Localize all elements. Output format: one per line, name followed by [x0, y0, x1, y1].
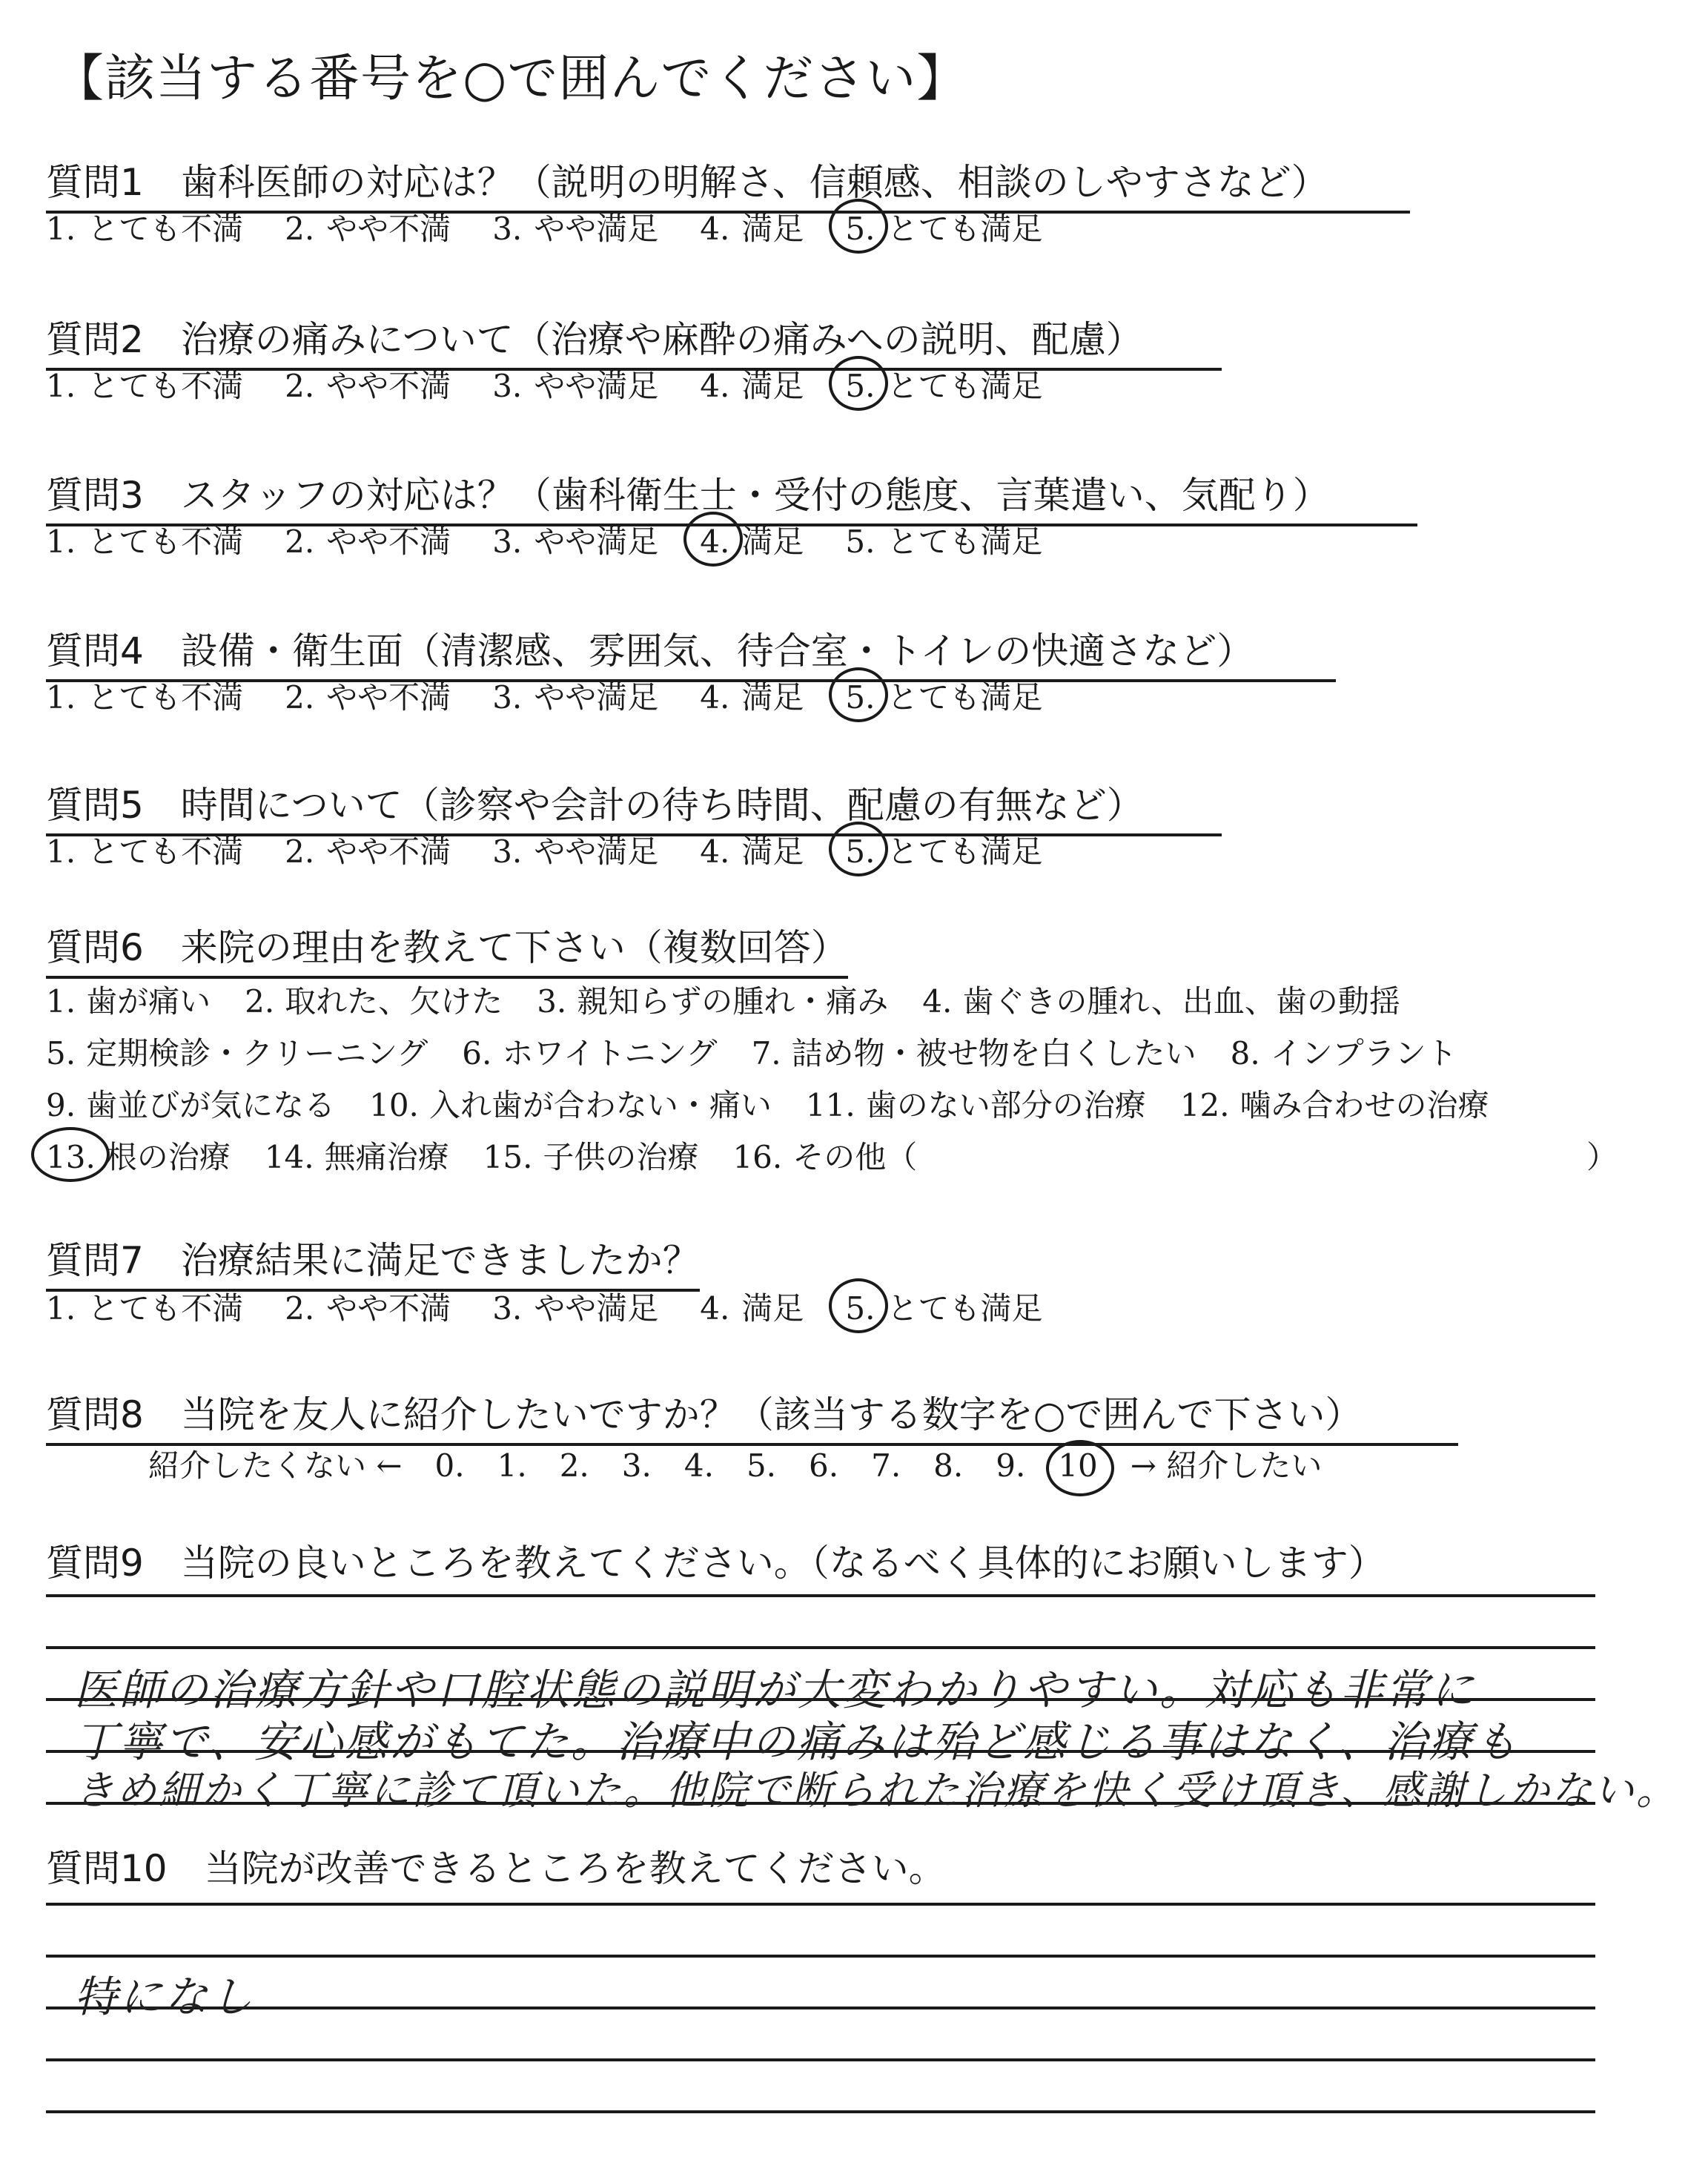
option-label: とても不満 [87, 368, 244, 404]
reason-row [46, 977, 1523, 1029]
reason-row [46, 1029, 1523, 1081]
scale-value[interactable]: 9. [996, 1447, 1026, 1484]
question-3-option-5[interactable] [845, 518, 1042, 562]
question-4-option-1[interactable] [46, 673, 243, 718]
option-number: 4. [700, 368, 730, 404]
reason-row [46, 1081, 1523, 1133]
option-label: やや不満 [326, 1290, 451, 1327]
reason-option[interactable] [369, 1081, 772, 1126]
question-7-options [46, 1284, 1084, 1329]
option-number: 1. [46, 833, 76, 870]
answer-line [46, 1903, 1595, 1906]
reason-label: 歯のない部分の治療 [865, 1087, 1146, 1123]
question-5-option-4[interactable] [700, 828, 804, 872]
question-8-scale [148, 1441, 1354, 1486]
reason-number: 12. [1179, 1087, 1230, 1123]
question-2-options [46, 362, 1084, 406]
question-4-options [46, 673, 1084, 718]
option-number: 2. [285, 1290, 315, 1327]
scale-value[interactable]: 0. [434, 1447, 465, 1484]
reason-label: 親知らずの腫れ・痛み [577, 983, 889, 1020]
question-4-title: 質問4 設備・衛生面（清潔感、雰囲気、待合室・トイレの快適さなど） [46, 621, 1336, 682]
answer-line [46, 2007, 1595, 2009]
reason-option[interactable] [922, 977, 1400, 1022]
reason-option[interactable] [537, 977, 888, 1022]
other-close-paren: ） [1586, 1139, 1618, 1175]
scale-value[interactable]: 3. [621, 1447, 652, 1484]
question-2-option-1[interactable] [46, 362, 243, 406]
option-number: 3. [492, 833, 523, 870]
option-label: とても満足 [887, 524, 1043, 560]
reason-row [46, 1133, 1523, 1185]
question-8-title: 質問8 当院を友人に紹介したいですか？（該当する数字を○で囲んで下さい） [46, 1385, 1458, 1446]
option-label: 満足 [741, 368, 804, 404]
reason-number: 5. [46, 1035, 76, 1071]
reason-option[interactable] [46, 1029, 428, 1074]
option-label: 満足 [741, 833, 804, 870]
reason-option[interactable] [265, 1133, 449, 1178]
option-label: やや満足 [534, 679, 659, 716]
question-5-option-1[interactable] [46, 828, 243, 872]
reason-number: 8. [1230, 1035, 1260, 1071]
q9-answer-line-2: 丁寧で、安心感がもてた。治療中の痛みは殆ど感じる事はなく、治療も [74, 1717, 1520, 1767]
option-label: とても満足 [887, 833, 1043, 870]
question-3-title: 質問3 スタッフの対応は？（歯科衛生士・受付の態度、言葉遣い、気配り） [46, 466, 1417, 526]
reason-option[interactable] [483, 1133, 699, 1178]
reason-label: 噛み合わせの治療 [1239, 1087, 1489, 1123]
question-5-option-2[interactable] [285, 828, 451, 872]
option-number: 2. [285, 679, 315, 716]
scale-value[interactable]: 7. [871, 1447, 901, 1484]
scale-value[interactable]: 6. [809, 1447, 839, 1484]
option-number: 3. [492, 368, 523, 404]
reason-label: 無痛治療 [324, 1139, 449, 1175]
answer-line [46, 2058, 1595, 2061]
reason-number: 7. [751, 1035, 781, 1071]
scale-value[interactable]: 2. [559, 1447, 589, 1484]
q9-answer-line-1: 医師の治療方針や口腔状態の説明が大変わかりやすい。対応も非常に [74, 1665, 1477, 1715]
question-6-title: 質問6 来院の理由を教えて下さい（複数回答） [46, 918, 848, 979]
reason-option[interactable] [46, 1081, 335, 1126]
scale-value[interactable]: 8. [933, 1447, 964, 1484]
reason-label: その他（ [792, 1139, 918, 1175]
reason-label: 歯ぐきの腫れ、出血、歯の動揺 [962, 983, 1400, 1020]
reason-option[interactable] [806, 1081, 1146, 1126]
question-5-option-5[interactable] [845, 828, 1042, 872]
option-label: とても不満 [87, 211, 244, 247]
question-7-option-4[interactable] [700, 1284, 804, 1329]
question-3-option-2[interactable] [285, 518, 451, 562]
option-number: 2. [285, 211, 315, 247]
option-label: 満足 [741, 524, 804, 560]
option-number: 4. [700, 833, 730, 870]
option-number: 4. [700, 679, 730, 716]
reason-label: 歯並びが気になる [86, 1087, 336, 1123]
option-label: やや不満 [326, 524, 451, 560]
reason-option[interactable] [462, 1029, 717, 1074]
option-label: やや満足 [534, 368, 659, 404]
reason-number: 9. [46, 1087, 76, 1123]
question-1-option-1[interactable] [46, 205, 243, 249]
q10-answer: 特になし [74, 1972, 256, 2022]
option-label: やや不満 [326, 211, 451, 247]
option-number: 1. [46, 524, 76, 560]
option-label: とても不満 [87, 833, 244, 870]
option-label: やや不満 [326, 833, 451, 870]
reason-option[interactable] [1180, 1081, 1489, 1126]
option-label: やや満足 [534, 833, 659, 870]
scale-value[interactable]: 5. [746, 1447, 777, 1484]
option-label: とても満足 [887, 1290, 1043, 1327]
question-6-reasons [46, 977, 1523, 1185]
option-label: 満足 [741, 1290, 804, 1327]
question-7-option-2[interactable] [285, 1284, 451, 1329]
reason-label: 子供の治療 [543, 1139, 699, 1175]
reason-number: 11. [805, 1087, 855, 1123]
scale-value[interactable]: 10 [1058, 1447, 1098, 1484]
answer-line [46, 1955, 1595, 1958]
reason-number: 1. [46, 983, 76, 1020]
option-number: 1. [46, 211, 76, 247]
option-label: やや満足 [534, 211, 659, 247]
option-number: 3. [492, 524, 523, 560]
option-label: 満足 [741, 211, 804, 247]
option-number: 3. [492, 679, 523, 716]
answer-line [46, 2110, 1595, 2113]
option-number: 4. [700, 1290, 730, 1327]
option-number: 5. [845, 368, 875, 404]
reason-option[interactable] [1231, 1029, 1457, 1074]
scale-left-label: 紹介したくない ← [148, 1447, 403, 1484]
question-1-title: 質問1 歯科医師の対応は？（説明の明解さ、信頼感、相談のしやすさなど） [46, 153, 1410, 214]
question-2-title: 質問2 治療の痛みについて（治療や麻酔の痛みへの説明、配慮） [46, 310, 1222, 371]
question-7-option-1[interactable] [46, 1284, 243, 1329]
question-1-option-4[interactable] [700, 205, 804, 249]
reason-label: 詰め物・被せ物を白くしたい [791, 1035, 1196, 1071]
option-label: とても不満 [87, 524, 244, 560]
question-4-option-2[interactable] [285, 673, 451, 718]
option-number: 1. [46, 1290, 76, 1327]
option-number: 4. [700, 524, 730, 560]
option-label: とても不満 [87, 679, 244, 716]
reason-number: 15. [483, 1139, 533, 1175]
option-number: 5. [845, 833, 875, 870]
option-label: とても満足 [887, 211, 1043, 247]
question-4-option-5[interactable] [845, 673, 1042, 718]
question-1-options [46, 205, 1084, 249]
q9-answer-line-3: きめ細かく丁寧に診て頂いた。他院で断られた治療を快く受け頂き、感謝しかない。 [74, 1767, 1678, 1814]
option-number: 5. [845, 1290, 875, 1327]
answer-line [46, 1646, 1595, 1649]
reason-option[interactable] [752, 1029, 1196, 1074]
question-9-title: 質問9 当院の良いところを教えてください。（なるべく具体的にお願いします） [46, 1542, 1386, 1585]
option-label: やや満足 [534, 524, 659, 560]
reason-label: インプラント [1270, 1035, 1457, 1071]
reason-number: 10. [369, 1087, 419, 1123]
reason-label: 取れた、欠けた [285, 983, 503, 1020]
option-number: 5. [845, 211, 875, 247]
question-7-title: 質問7 治療結果に満足できましたか？ [46, 1231, 700, 1292]
reason-number: 6. [462, 1035, 492, 1071]
question-1-option-2[interactable] [285, 205, 451, 249]
option-label: やや満足 [534, 1290, 659, 1327]
reason-option[interactable] [245, 977, 503, 1022]
reason-label: ホワイトニング [502, 1035, 718, 1071]
option-number: 1. [46, 368, 76, 404]
question-10-title: 質問10 当院が改善できるところを教えてください。 [46, 1847, 946, 1890]
option-label: やや不満 [326, 679, 451, 716]
question-3-option-3[interactable] [492, 518, 658, 562]
reason-number: 3. [537, 983, 567, 1020]
question-1-option-5[interactable] [845, 205, 1042, 249]
reason-label: 歯が痛い [86, 983, 211, 1020]
question-7-option-3[interactable] [492, 1284, 658, 1329]
option-number: 3. [492, 211, 523, 247]
option-label: とても満足 [887, 368, 1043, 404]
reason-number: 13. [46, 1139, 96, 1175]
reason-option[interactable] [732, 1133, 917, 1178]
question-5-title: 質問5 時間について（診察や会計の待ち時間、配慮の有無など） [46, 776, 1222, 836]
question-2-option-2[interactable] [285, 362, 451, 406]
scale-value[interactable]: 1. [497, 1447, 527, 1484]
option-number: 2. [285, 524, 315, 560]
reason-number: 2. [245, 983, 275, 1020]
question-4-option-3[interactable] [492, 673, 658, 718]
question-5-options [46, 828, 1084, 872]
question-3-option-1[interactable] [46, 518, 243, 562]
instruction-header: 【該当する番号を○で囲んでください】 [53, 50, 968, 108]
option-number: 3. [492, 1290, 523, 1327]
option-label: 満足 [741, 679, 804, 716]
option-number: 5. [845, 524, 875, 560]
question-4-option-4[interactable] [700, 673, 804, 718]
option-number: 1. [46, 679, 76, 716]
question-2-option-5[interactable] [845, 362, 1042, 406]
reason-option[interactable] [46, 1133, 231, 1178]
reason-label: 入れ歯が合わない・痛い [428, 1087, 772, 1123]
option-number: 5. [845, 679, 875, 716]
question-3-options [46, 518, 1084, 562]
option-number: 2. [285, 368, 315, 404]
reason-number: 16. [732, 1139, 783, 1175]
reason-label: 根の治療 [105, 1139, 231, 1175]
reason-option[interactable] [46, 977, 211, 1022]
option-label: やや不満 [326, 368, 451, 404]
option-label: とても不満 [87, 1290, 244, 1327]
answer-line [46, 1594, 1595, 1597]
reason-label: 定期検診・クリーニング [86, 1035, 428, 1071]
question-7-option-5[interactable] [845, 1284, 1042, 1329]
reason-number: 14. [264, 1139, 314, 1175]
question-1-option-3[interactable] [492, 205, 658, 249]
scale-right-label: → 紹介したい [1130, 1447, 1323, 1484]
option-number: 4. [700, 211, 730, 247]
reason-number: 4. [922, 983, 953, 1020]
scale-value[interactable]: 4. [683, 1447, 714, 1484]
question-3-option-4[interactable] [700, 518, 804, 562]
option-label: とても満足 [887, 679, 1043, 716]
question-5-option-3[interactable] [492, 828, 658, 872]
option-number: 2. [285, 833, 315, 870]
question-2-option-3[interactable] [492, 362, 658, 406]
question-2-option-4[interactable] [700, 362, 804, 406]
